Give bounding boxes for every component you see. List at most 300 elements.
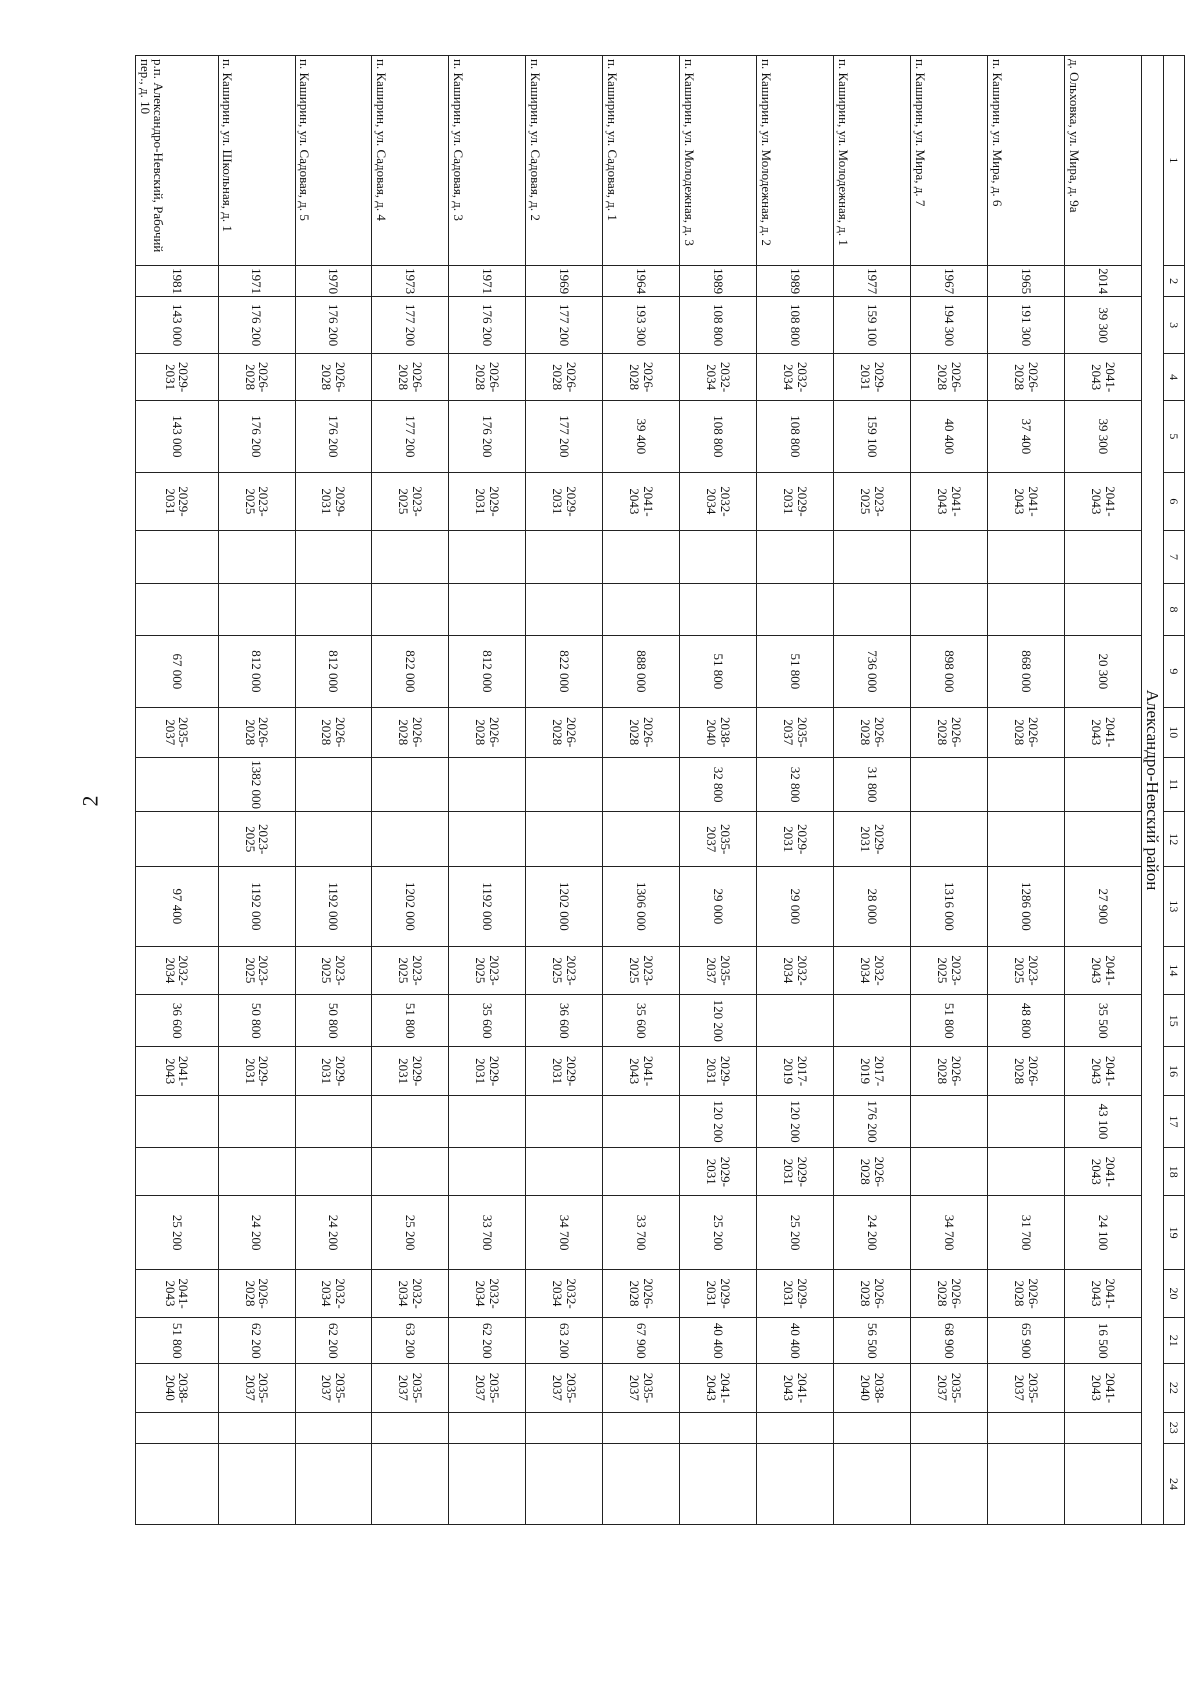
table-cell: 2041- 2043	[1065, 1269, 1142, 1317]
table-cell	[834, 1444, 911, 1525]
table-cell	[911, 757, 988, 812]
column-number: 12	[1164, 812, 1185, 867]
table-cell	[136, 1412, 219, 1443]
address-cell: п. Каширин, ул. Садовая, д. 2	[526, 56, 603, 266]
table-cell: 888 000	[603, 636, 680, 707]
table-cell: 2017- 2019	[757, 1047, 834, 1095]
table-cell	[757, 583, 834, 635]
table-cell	[526, 757, 603, 812]
table-cell	[757, 1444, 834, 1525]
table-cell	[911, 1095, 988, 1147]
table-cell	[603, 1095, 680, 1147]
table-cell: 176 200	[218, 401, 295, 472]
table-cell: 2029- 2031	[757, 1148, 834, 1196]
column-number: 4	[1164, 353, 1185, 400]
table-cell: 39 300	[1065, 401, 1142, 472]
table-cell	[218, 531, 295, 583]
table-cell	[1065, 1444, 1142, 1525]
table-cell: 1989	[757, 265, 834, 296]
table-cell	[449, 1444, 526, 1525]
table-cell: 2035- 2037	[911, 1364, 988, 1412]
table-cell	[218, 1148, 295, 1196]
table-cell	[834, 995, 911, 1047]
table-cell: 2026- 2028	[603, 1269, 680, 1317]
column-number: 8	[1164, 583, 1185, 635]
address-cell: д. Ольховка, ул. Мира, д. 9а	[1065, 56, 1142, 266]
table-cell: 2029- 2031	[757, 472, 834, 531]
table-cell: 2026- 2028	[911, 1047, 988, 1095]
table-cell: 27 900	[1065, 867, 1142, 947]
table-cell: 2026- 2028	[988, 1269, 1065, 1317]
table-cell: 40 400	[911, 401, 988, 472]
table-cell: 33 700	[449, 1196, 526, 1269]
table-cell: 48 800	[988, 995, 1065, 1047]
table-cell	[295, 531, 372, 583]
table-cell: 1971	[218, 265, 295, 296]
table-row	[218, 56, 295, 1525]
table-cell	[136, 583, 219, 635]
table-cell: 2041- 2043	[1065, 353, 1142, 400]
table-cell: 176 200	[449, 401, 526, 472]
table-row	[295, 56, 372, 1525]
table-cell: 2026- 2028	[603, 353, 680, 400]
table-cell: 2026- 2028	[218, 1269, 295, 1317]
table-cell: 2023- 2025	[603, 946, 680, 994]
table-row	[757, 56, 834, 1525]
table-cell: 822 000	[372, 636, 449, 707]
table-cell	[603, 1444, 680, 1525]
table-cell: 868 000	[988, 636, 1065, 707]
table-cell: 2041- 2043	[603, 472, 680, 531]
table-cell: 812 000	[295, 636, 372, 707]
table-cell: 2041- 2043	[988, 472, 1065, 531]
table-cell: 65 900	[988, 1318, 1065, 1364]
table-cell: 120 200	[757, 1095, 834, 1147]
table-cell: 898 000	[911, 636, 988, 707]
table-cell	[295, 1148, 372, 1196]
address-cell: п. Каширин, ул. Молодежная, д. 1	[834, 56, 911, 266]
table-cell: 2023- 2025	[295, 946, 372, 994]
table-cell: 2023- 2025	[372, 946, 449, 994]
table-cell	[136, 757, 219, 812]
column-number: 1	[1164, 56, 1185, 266]
table-cell: 1306 000	[603, 867, 680, 947]
table-cell: 120 200	[680, 995, 757, 1047]
address-cell: р.п. Александро-Невский, Рабочий пер., д. 10	[136, 56, 219, 266]
table-cell: 1192 000	[218, 867, 295, 947]
table-cell: 2014	[1065, 265, 1142, 296]
table-cell: 2023- 2025	[834, 472, 911, 531]
table-cell: 2029- 2031	[680, 1269, 757, 1317]
table-cell: 1989	[680, 265, 757, 296]
column-number: 18	[1164, 1148, 1185, 1196]
table-cell: 24 200	[834, 1196, 911, 1269]
table-cell: 2026- 2028	[372, 353, 449, 400]
table-cell: 143 000	[136, 297, 219, 354]
column-number: 9	[1164, 636, 1185, 707]
table-cell: 29 000	[757, 867, 834, 947]
table-row	[526, 56, 603, 1525]
address-cell: п. Каширин, ул. Садовая, д. 5	[295, 56, 372, 266]
table-cell: 62 200	[449, 1318, 526, 1364]
table-cell: 50 800	[218, 995, 295, 1047]
table-cell	[603, 812, 680, 867]
table-row	[834, 56, 911, 1525]
table-cell: 51 800	[680, 636, 757, 707]
table-cell	[988, 812, 1065, 867]
address-cell: п. Каширин, ул. Мира, д. 7	[911, 56, 988, 266]
table-cell: 2041- 2043	[1065, 1364, 1142, 1412]
table-row	[136, 56, 219, 1525]
table-cell: 108 800	[757, 401, 834, 472]
table-cell: 2032- 2034	[136, 946, 219, 994]
table-cell: 2026- 2028	[834, 1269, 911, 1317]
table-cell	[372, 1148, 449, 1196]
table-cell: 1192 000	[449, 867, 526, 947]
table-cell: 16 500	[1065, 1318, 1142, 1364]
table-cell: 40 400	[680, 1318, 757, 1364]
table-row	[449, 56, 526, 1525]
table-cell: 2023- 2025	[218, 472, 295, 531]
table-cell: 108 800	[680, 297, 757, 354]
table-cell	[680, 1444, 757, 1525]
table-cell	[911, 812, 988, 867]
table-cell	[526, 812, 603, 867]
table-cell	[295, 583, 372, 635]
table-cell	[372, 531, 449, 583]
table-cell: 2029- 2031	[449, 1047, 526, 1095]
table-cell: 62 200	[218, 1318, 295, 1364]
table-cell: 1969	[526, 265, 603, 296]
table-row	[1065, 56, 1142, 1525]
column-number: 2	[1164, 265, 1185, 296]
table-cell: 2029- 2031	[757, 1269, 834, 1317]
table-cell: 2035- 2037	[526, 1364, 603, 1412]
table-cell: 1981	[136, 265, 219, 296]
table-cell: 67 000	[136, 636, 219, 707]
table-cell: 2026- 2028	[526, 707, 603, 757]
table-cell: 25 200	[372, 1196, 449, 1269]
table-cell: 39 400	[603, 401, 680, 472]
table-cell	[911, 583, 988, 635]
table-cell: 2029- 2031	[449, 472, 526, 531]
table-cell: 35 500	[1065, 995, 1142, 1047]
table-cell	[449, 812, 526, 867]
address-cell: п. Каширин, ул. Молодежная, д. 3	[680, 56, 757, 266]
table-cell: 33 700	[603, 1196, 680, 1269]
table-cell: 2035- 2037	[372, 1364, 449, 1412]
table-cell: 2041- 2043	[1065, 707, 1142, 757]
table-cell: 2026- 2028	[988, 707, 1065, 757]
table-cell: 25 200	[136, 1196, 219, 1269]
column-number: 20	[1164, 1269, 1185, 1317]
table-cell: 108 800	[680, 401, 757, 472]
table-cell: 40 400	[757, 1318, 834, 1364]
address-cell: п. Каширин, ул. Молодежная, д. 2	[757, 56, 834, 266]
table-cell	[603, 1412, 680, 1443]
table-cell: 2023- 2025	[218, 812, 295, 867]
table-cell: 2017- 2019	[834, 1047, 911, 1095]
table-cell: 2032- 2034	[680, 353, 757, 400]
table-cell	[295, 757, 372, 812]
table-cell	[1065, 531, 1142, 583]
table-cell: 177 200	[526, 297, 603, 354]
table-cell	[988, 1148, 1065, 1196]
table-body	[136, 56, 1185, 1525]
address-cell: п. Каширин, ул. Садовая, д. 3	[449, 56, 526, 266]
table-cell: 2029- 2031	[526, 472, 603, 531]
table-cell	[136, 812, 219, 867]
table-cell: 812 000	[218, 636, 295, 707]
table-cell: 24 100	[1065, 1196, 1142, 1269]
table-cell: 1202 000	[372, 867, 449, 947]
table-cell	[218, 1095, 295, 1147]
column-number: 15	[1164, 995, 1185, 1047]
table-cell: 2026- 2028	[218, 707, 295, 757]
table-cell: 193 300	[603, 297, 680, 354]
table-cell: 2023- 2025	[449, 946, 526, 994]
address-cell: п. Каширин, ул. Мира, д. 6	[988, 56, 1065, 266]
column-number: 10	[1164, 707, 1185, 757]
table-cell: 62 200	[295, 1318, 372, 1364]
table-cell: 2035- 2037	[680, 812, 757, 867]
table-cell	[449, 1412, 526, 1443]
column-number: 24	[1164, 1444, 1185, 1525]
table-cell	[526, 583, 603, 635]
table-cell	[295, 1095, 372, 1147]
table-cell	[526, 1444, 603, 1525]
table-cell: 822 000	[526, 636, 603, 707]
table-cell: 2041- 2043	[1065, 1047, 1142, 1095]
table-cell: 2026- 2028	[449, 707, 526, 757]
table-cell: 2038- 2040	[834, 1364, 911, 1412]
table-cell: 34 700	[911, 1196, 988, 1269]
table-cell: 2041- 2043	[1065, 946, 1142, 994]
table-cell: 736 000	[834, 636, 911, 707]
table-cell	[834, 1412, 911, 1443]
table-cell: 2035- 2037	[680, 946, 757, 994]
table-cell: 176 200	[218, 297, 295, 354]
table-cell: 50 800	[295, 995, 372, 1047]
table-cell: 2038- 2040	[680, 707, 757, 757]
table-cell: 2023- 2025	[526, 946, 603, 994]
table-cell: 812 000	[449, 636, 526, 707]
table-cell: 2026- 2028	[295, 353, 372, 400]
table-cell	[988, 1095, 1065, 1147]
table-cell: 2035- 2037	[136, 707, 219, 757]
table-row	[680, 56, 757, 1525]
table-cell: 108 800	[757, 297, 834, 354]
table-cell: 194 300	[911, 297, 988, 354]
table-cell	[218, 583, 295, 635]
repair-schedule-table	[135, 55, 1185, 1525]
table-cell: 159 100	[834, 297, 911, 354]
rotated-table-container	[135, 55, 1185, 1525]
table-cell: 43 100	[1065, 1095, 1142, 1147]
column-number: 19	[1164, 1196, 1185, 1269]
table-cell: 31 800	[834, 757, 911, 812]
table-cell: 35 600	[603, 995, 680, 1047]
table-cell: 2041- 2043	[757, 1364, 834, 1412]
table-cell: 2035- 2037	[295, 1364, 372, 1412]
table-cell	[757, 1412, 834, 1443]
table-cell: 2035- 2037	[449, 1364, 526, 1412]
table-cell	[295, 812, 372, 867]
column-number: 14	[1164, 946, 1185, 994]
table-cell: 2032- 2034	[526, 1269, 603, 1317]
table-cell: 24 200	[295, 1196, 372, 1269]
table-row	[603, 56, 680, 1525]
table-row	[988, 56, 1065, 1525]
table-cell	[911, 1444, 988, 1525]
table-row	[911, 56, 988, 1525]
table-cell: 51 800	[757, 636, 834, 707]
table-cell: 2029- 2031	[218, 1047, 295, 1095]
table-cell: 2029- 2031	[526, 1047, 603, 1095]
address-cell: п. Каширин, ул. Школьная, д. 1	[218, 56, 295, 266]
table-cell: 1973	[372, 265, 449, 296]
table-cell: 2023- 2025	[911, 946, 988, 994]
table-cell	[603, 583, 680, 635]
table-cell: 35 600	[449, 995, 526, 1047]
table-cell: 25 200	[757, 1196, 834, 1269]
table-cell: 2032- 2034	[757, 946, 834, 994]
table-cell: 29 000	[680, 867, 757, 947]
table-cell: 2035- 2037	[218, 1364, 295, 1412]
table-cell: 51 800	[911, 995, 988, 1047]
table-cell: 2026- 2028	[834, 707, 911, 757]
table-cell	[526, 531, 603, 583]
table-cell: 2029- 2031	[136, 353, 219, 400]
table-cell: 2029- 2031	[295, 472, 372, 531]
table-cell	[372, 1412, 449, 1443]
table-cell: 1192 000	[295, 867, 372, 947]
table-cell: 1286 000	[988, 867, 1065, 947]
table-cell	[988, 1412, 1065, 1443]
table-cell: 177 200	[372, 297, 449, 354]
table-cell: 2026- 2028	[526, 353, 603, 400]
table-cell: 97 400	[136, 867, 219, 947]
table-cell	[295, 1444, 372, 1525]
table-cell	[988, 583, 1065, 635]
table-cell: 2026- 2028	[295, 707, 372, 757]
table-cell	[136, 1148, 219, 1196]
table-cell: 2029- 2031	[680, 1047, 757, 1095]
table-cell: 1971	[449, 265, 526, 296]
table-cell: 2029- 2031	[834, 812, 911, 867]
table-cell: 56 500	[834, 1318, 911, 1364]
column-number: 16	[1164, 1047, 1185, 1095]
table-cell: 2026- 2028	[372, 707, 449, 757]
table-cell: 1967	[911, 265, 988, 296]
table-cell	[1065, 812, 1142, 867]
table-cell: 2023- 2025	[988, 946, 1065, 994]
table-cell: 2029- 2031	[834, 353, 911, 400]
table-cell: 176 200	[834, 1095, 911, 1147]
column-number: 5	[1164, 401, 1185, 472]
table-cell: 2032- 2034	[295, 1269, 372, 1317]
table-cell: 120 200	[680, 1095, 757, 1147]
table-cell: 2041- 2043	[1065, 472, 1142, 531]
table-cell: 2029- 2031	[757, 812, 834, 867]
table-cell	[1065, 1412, 1142, 1443]
table-cell	[218, 1444, 295, 1525]
table-cell: 2026- 2028	[988, 353, 1065, 400]
table-cell	[988, 757, 1065, 812]
table-cell: 2026- 2028	[988, 1047, 1065, 1095]
table-cell: 2032- 2034	[372, 1269, 449, 1317]
table-cell	[911, 531, 988, 583]
table-cell	[449, 531, 526, 583]
table-cell: 176 200	[295, 401, 372, 472]
table-cell	[834, 531, 911, 583]
table-cell: 68 900	[911, 1318, 988, 1364]
table-cell: 67 900	[603, 1318, 680, 1364]
table-cell	[911, 1148, 988, 1196]
table-cell: 2029- 2031	[295, 1047, 372, 1095]
table-cell: 63 200	[372, 1318, 449, 1364]
table-cell	[372, 583, 449, 635]
table-cell: 2041- 2043	[680, 1364, 757, 1412]
table-row	[372, 56, 449, 1525]
table-cell: 1970	[295, 265, 372, 296]
column-number: 6	[1164, 472, 1185, 531]
table-cell: 2041- 2043	[603, 1047, 680, 1095]
column-number: 7	[1164, 531, 1185, 583]
table-cell: 28 000	[834, 867, 911, 947]
table-cell	[526, 1148, 603, 1196]
table-cell: 1202 000	[526, 867, 603, 947]
table-cell	[449, 757, 526, 812]
table-cell	[680, 531, 757, 583]
table-cell: 177 200	[372, 401, 449, 472]
table-cell	[603, 531, 680, 583]
page-number: 2	[77, 795, 103, 807]
table-cell: 24 200	[218, 1196, 295, 1269]
table-cell: 2035- 2037	[757, 707, 834, 757]
table-cell: 2026- 2028	[834, 1148, 911, 1196]
table-cell	[834, 583, 911, 635]
table-cell: 2026- 2028	[911, 1269, 988, 1317]
table-cell: 2032- 2034	[680, 472, 757, 531]
table-cell	[136, 1444, 219, 1525]
table-cell: 143 000	[136, 401, 219, 472]
table-cell	[526, 1095, 603, 1147]
table-cell: 31 700	[988, 1196, 1065, 1269]
table-cell: 191 300	[988, 297, 1065, 354]
table-cell	[295, 1412, 372, 1443]
table-cell: 2035- 2037	[988, 1364, 1065, 1412]
table-cell	[449, 1148, 526, 1196]
table-cell: 2032- 2034	[449, 1269, 526, 1317]
table-cell	[1065, 583, 1142, 635]
table-cell	[372, 1095, 449, 1147]
table-cell: 2026- 2028	[218, 353, 295, 400]
table-cell	[911, 1412, 988, 1443]
table-cell: 51 800	[372, 995, 449, 1047]
table-cell	[218, 1412, 295, 1443]
column-number: 11	[1164, 757, 1185, 812]
table-cell	[136, 531, 219, 583]
table-cell: 2026- 2028	[911, 707, 988, 757]
table-cell: 39 300	[1065, 297, 1142, 354]
table-cell: 2023- 2025	[372, 472, 449, 531]
table-cell	[449, 1095, 526, 1147]
table-cell: 1964	[603, 265, 680, 296]
table-cell	[372, 812, 449, 867]
table-cell: 2041- 2043	[136, 1269, 219, 1317]
address-cell: п. Каширин, ул. Садовая, д. 1	[603, 56, 680, 266]
